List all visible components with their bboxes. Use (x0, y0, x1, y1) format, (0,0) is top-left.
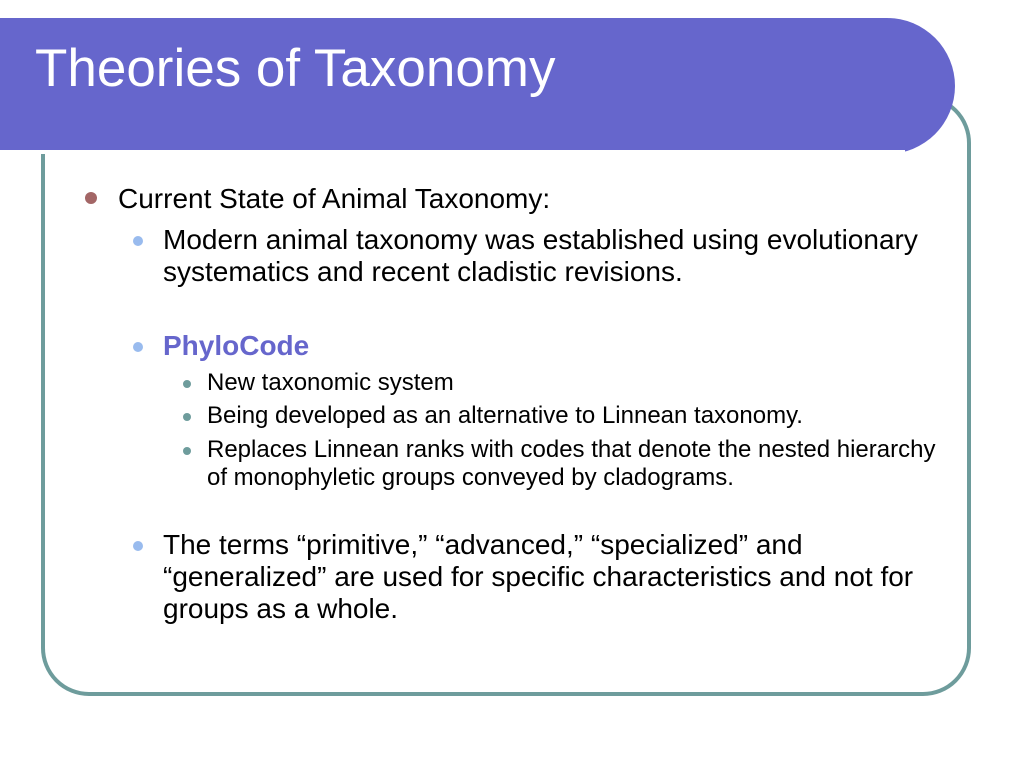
bullet-phylocode: PhyloCode (163, 330, 310, 361)
level3-bullet-icon (183, 380, 191, 388)
phylocode-point: Being developed as an alternative to Linnean taxonomy. (207, 402, 803, 429)
slide-title: Theories of Taxonomy (35, 39, 556, 98)
level3-bullet-icon (183, 413, 191, 421)
level2-bullet-icon (133, 236, 143, 246)
bullet-heading: Current State of Animal Taxonomy: (118, 183, 551, 214)
phylocode-point: New taxonomic system (207, 369, 454, 396)
level2-bullet-icon (133, 541, 143, 551)
level2-bullet-icon (133, 342, 143, 352)
level1-bullet-icon (85, 192, 97, 204)
bullet-modern-taxonomy: Modern animal taxonomy was established using evolutionary systematics and recent cladistic revisions. (163, 224, 918, 287)
phylocode-point: Replaces Linnean ranks with codes that denote the nested hierarchy of monophyletic groups conveyed by cladograms. (207, 436, 936, 491)
bullet-terms: The terms “primitive,” “advanced,” “specialized” and “generalized” are used for specific characteristics and not for groups as a whole. (163, 529, 914, 624)
level3-bullet-icon (183, 447, 191, 455)
